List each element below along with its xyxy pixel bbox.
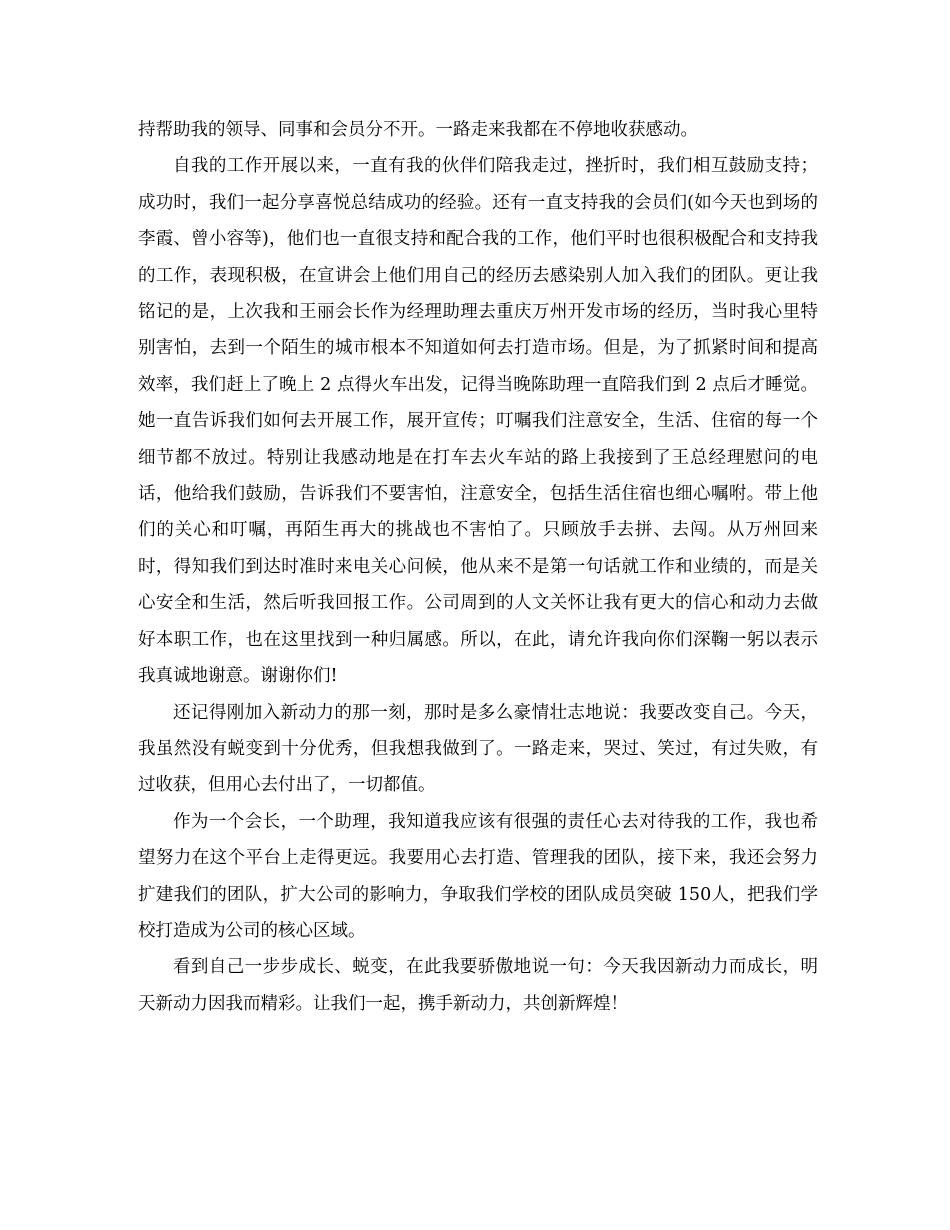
paragraph-5: 看到自己一步步成长、蜕变，在此我要骄傲地说一句：今天我因新动力而成长，明天新动力因我而精彩。让我们一起，携手新动力，共创新辉煌！ <box>138 957 818 1014</box>
document-body <box>138 112 818 1022</box>
paragraph-3: 还记得刚加入新动力的那一刻，那时是多么豪情壮志地说：我要改变自己。今天，我虽然没有蜕变到十分优秀，但我想我做到了。一路走来，哭过、笑过，有过失败，有过收获，但用心去付出了，一切都值。 <box>138 702 818 796</box>
paragraph-2: 自我的工作开展以来，一直有我的伙伴们陪我走过，挫折时，我们相互鼓励支持；成功时，我们一起分享喜悦总结成功的经验。还有一直支持我的会员们(如今天也到场的李霞、曾小容等)，他们也一直很支持和配合我的工作，他们平时也很积极配合和支持我的工作，表现积极，在宣讲会上他们用自己的经历去感染别人加入我们的团队。更让我铭记的是，上次我和王丽会长作为经理助理去重庆万州开发市场的经历，当时我心里特别害怕，去到一个陌生的城市根本不知道如何去打造市场。但是，为了抓紧时间和提高效率，我们赶上了晚上 2 点得火车出发，记得当晚陈助理一直陪我们到 2 点后才睡觉。她一直告诉我们如何去开展工作，展开宣传；叮嘱我们注意安全，生活、住宿的每一个细节都不放过。特别让我感动地是在打车去火车站的路上我接到了王总经理慰问的电话，他给我们鼓励，告诉我们不要害怕，注意安全，包括生活住宿也细心嘱咐。带上他们的关心和叮嘱，再陌生再大的挑战也不害怕了。只顾放手去拼、去闯。从万州回来时，得知我们到达时准时来电关心问候，他从来不是第一句话就工作和业绩的，而是关心安全和生活，然后听我回报工作。公司周到的人文关怀让我有更大的信心和动力去做好本职工作，也在这里找到一种归属感。所以，在此，请允许我向你们深鞠一躬以表示我真诚地谢意。谢谢你们! <box>138 156 818 687</box>
paragraph-1: 持帮助我的领导、同事和会员分不开。一路走来我都在不停地收获感动。 <box>138 120 698 140</box>
paragraph-4: 作为一个会长，一个助理，我知道我应该有很强的责任心去对待我的工作，我也希望努力在这个平台上走得更远。我要用心去打造、管理我的团队，接下来，我还会努力扩建我们的团队，扩大公司的影响力，争取我们学校的团队成员突破 150人，把我们学校打造成为公司的核心区域。 <box>138 811 818 941</box>
